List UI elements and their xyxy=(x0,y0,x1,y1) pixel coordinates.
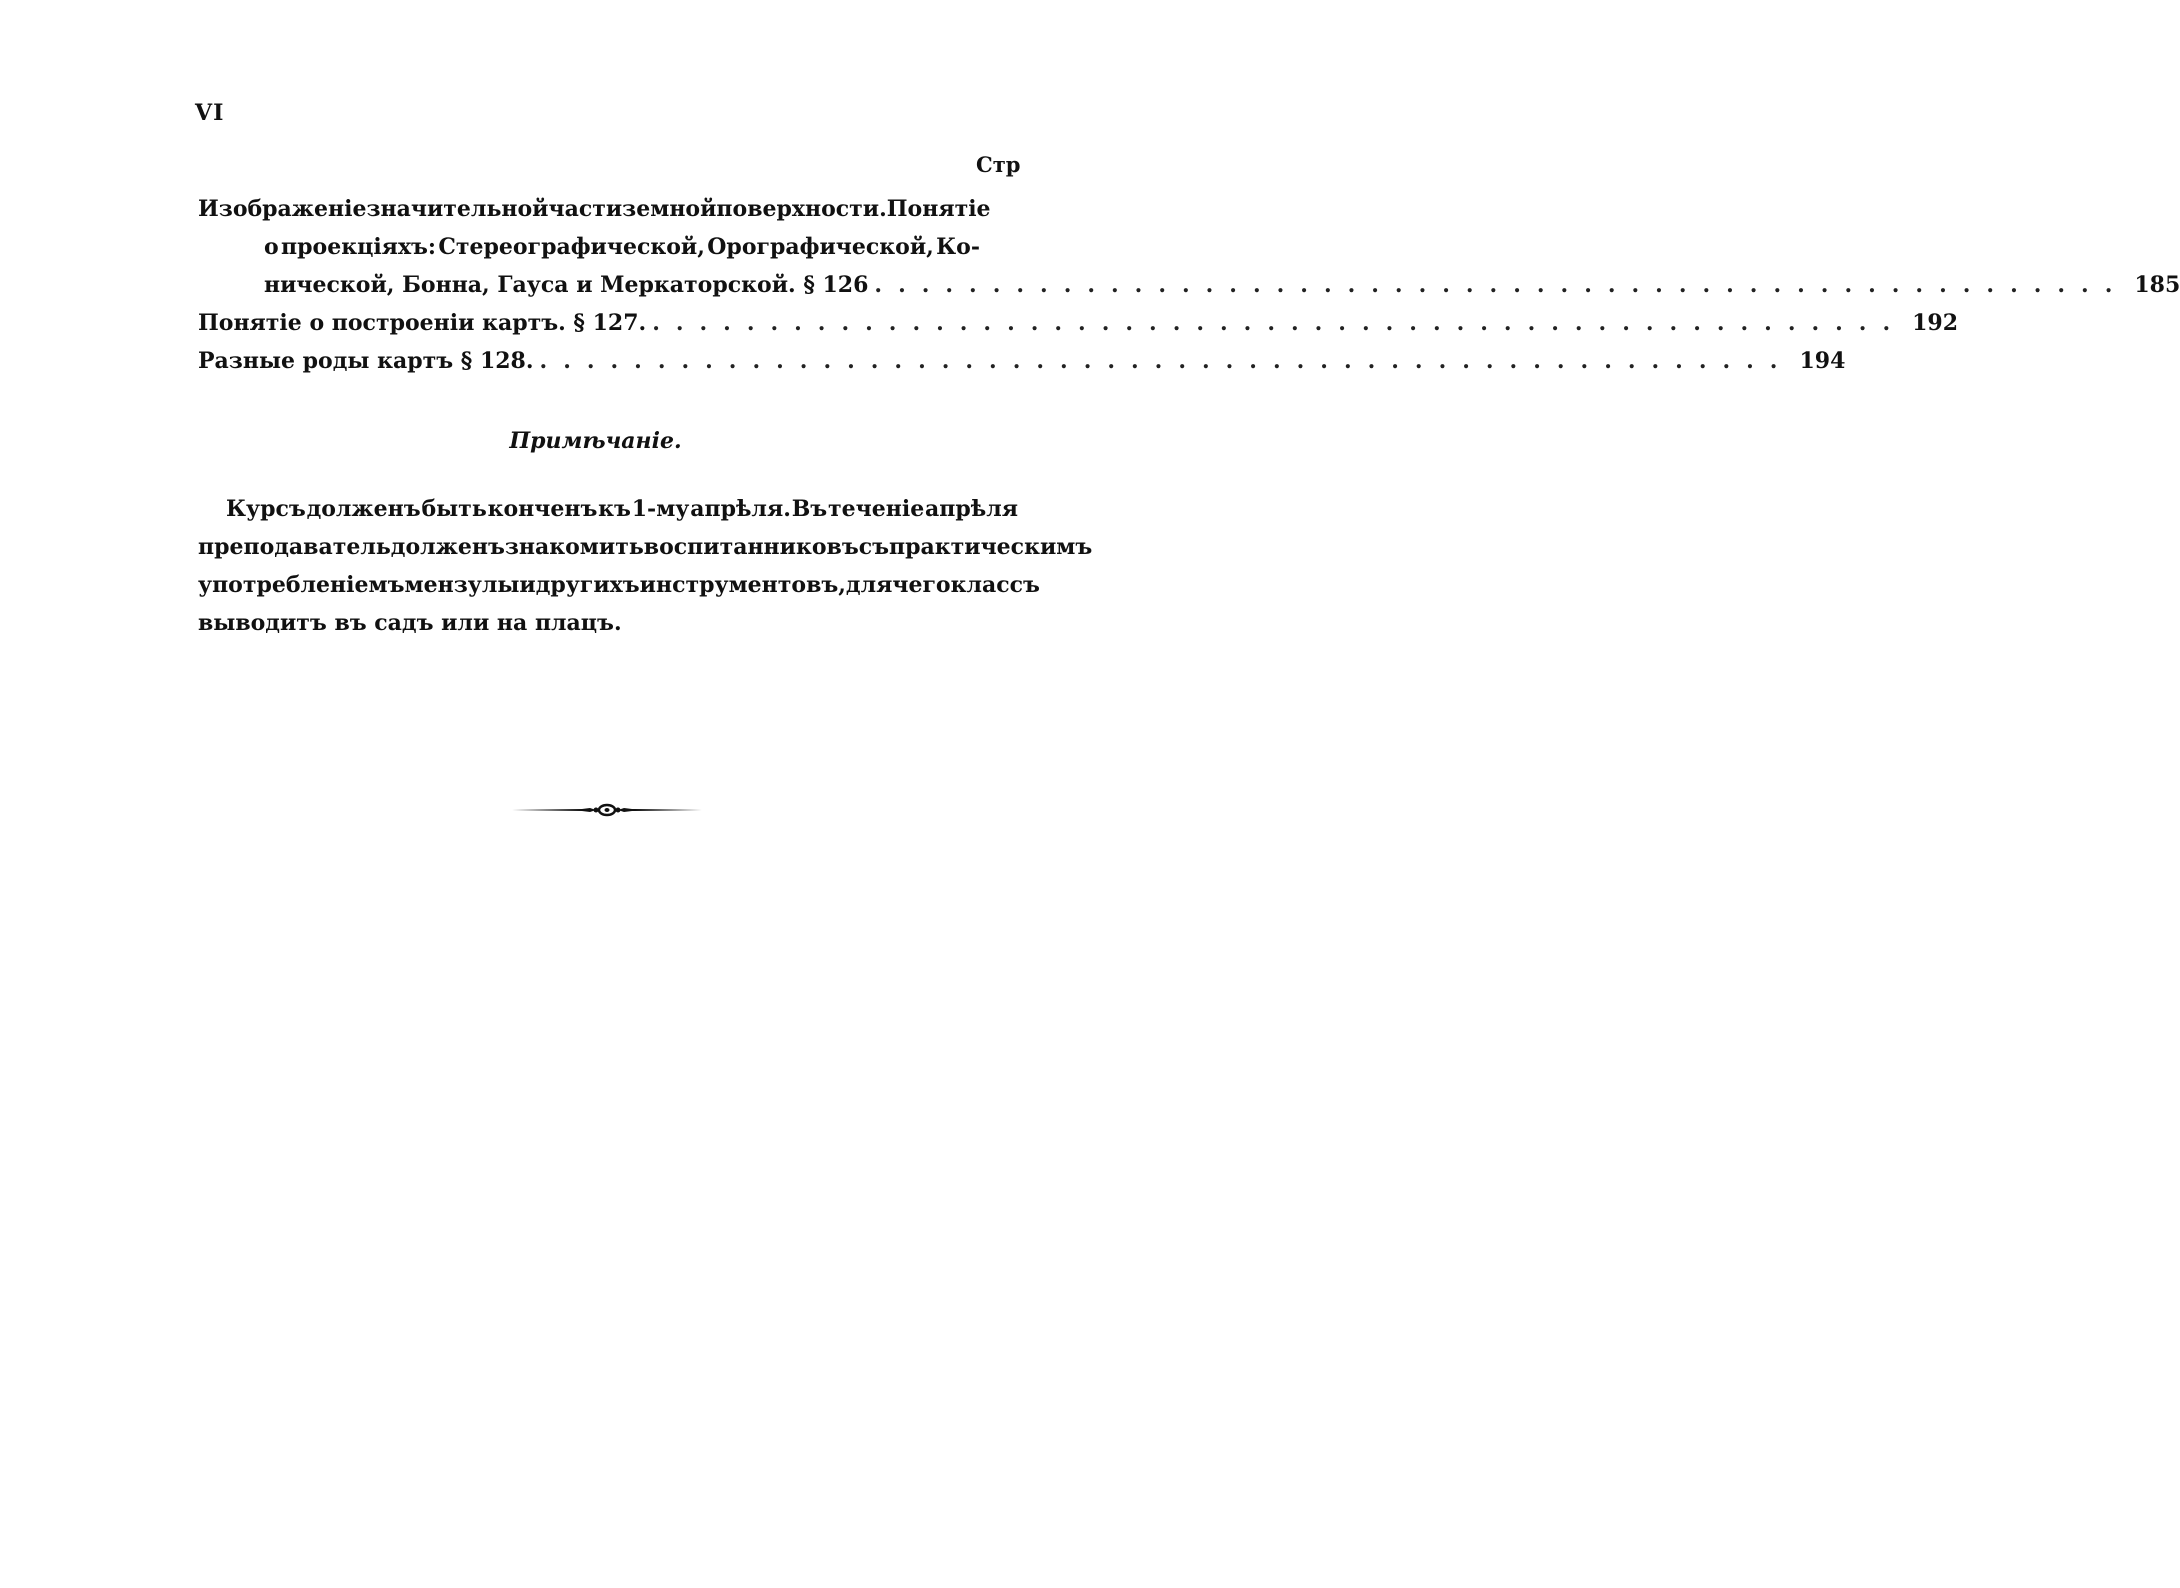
word: классъ xyxy=(950,572,1040,598)
word: Ко- xyxy=(936,234,980,260)
word: поверхности. xyxy=(716,196,887,222)
word: Стереографической, xyxy=(438,234,705,260)
toc-entry-1-page: 185 xyxy=(2134,272,2180,298)
toc-entry-3-title: Разные роды картъ § 128. xyxy=(198,348,534,374)
toc-entry-1-line-3 xyxy=(198,266,2180,304)
table-of-contents xyxy=(198,190,2180,380)
word: Орографической, xyxy=(707,234,934,260)
word: Въ xyxy=(791,496,828,522)
ornamental-rule-icon xyxy=(512,800,702,820)
word: части xyxy=(548,196,623,222)
word: Курсъ xyxy=(226,496,306,522)
note-paragraph xyxy=(198,490,1093,642)
note-line-1 xyxy=(198,490,1018,528)
word: конченъ xyxy=(487,496,598,522)
note-line-3 xyxy=(198,566,1040,604)
word: другихъ xyxy=(535,572,640,598)
toc-entry-2-title: Понятiе о построенiи картъ. § 127. xyxy=(198,310,647,336)
toc-entry-1-line-2 xyxy=(198,228,980,266)
word: для xyxy=(845,572,893,598)
dot-leader: ..................................................... xyxy=(539,348,1794,374)
toc-entry-3-page: 194 xyxy=(1799,348,1846,374)
word: апрѣля xyxy=(925,496,1018,522)
word: практическимъ xyxy=(889,534,1093,560)
word: значительной xyxy=(366,196,549,222)
toc-entry-3 xyxy=(198,342,1846,380)
word: проекцiяхъ: xyxy=(281,234,437,260)
word: 1-му xyxy=(631,496,690,522)
word: земной xyxy=(622,196,717,222)
word: долженъ xyxy=(390,534,505,560)
toc-entry-2-page: 192 xyxy=(1912,310,1959,336)
word: и xyxy=(519,572,536,598)
word: о xyxy=(264,234,279,260)
word: долженъ xyxy=(306,496,421,522)
page-number: VI xyxy=(195,100,225,126)
note-line-4 xyxy=(198,604,1018,642)
note-line-2 xyxy=(198,528,1093,566)
toc-entry-1-title: нической, Бонна, Гауса и Меркаторской. § 126 xyxy=(264,272,869,298)
word: теченiе xyxy=(828,496,925,522)
toc-entry-1-line-1 xyxy=(198,190,991,228)
dot-leader: ..................................................... xyxy=(652,310,1907,336)
word: чего xyxy=(892,572,951,598)
word: знакомить xyxy=(504,534,644,560)
dot-leader: ..................................................... xyxy=(874,272,2129,298)
word: воспитанниковъ xyxy=(643,534,859,560)
toc-entry-1-line-2-text xyxy=(264,228,980,266)
note-line-4-text: выводитъ въ садъ или на плацъ. xyxy=(198,610,622,636)
word: Понятiе xyxy=(886,196,991,222)
word: Изображенiе xyxy=(198,196,367,222)
note-heading: Примѣчанiе. xyxy=(509,428,682,454)
page-column-header: Стр xyxy=(976,152,1021,177)
word: апрѣля. xyxy=(690,496,791,522)
word: употребленiемъ xyxy=(198,572,405,598)
word: съ xyxy=(858,534,889,560)
toc-entry-1-line-1-text xyxy=(198,190,991,228)
word: къ xyxy=(598,496,631,522)
word: инструментовъ, xyxy=(639,572,846,598)
word: преподаватель xyxy=(198,534,391,560)
word: быть xyxy=(421,496,487,522)
toc-entry-2 xyxy=(198,304,1959,342)
word: мензулы xyxy=(404,572,520,598)
